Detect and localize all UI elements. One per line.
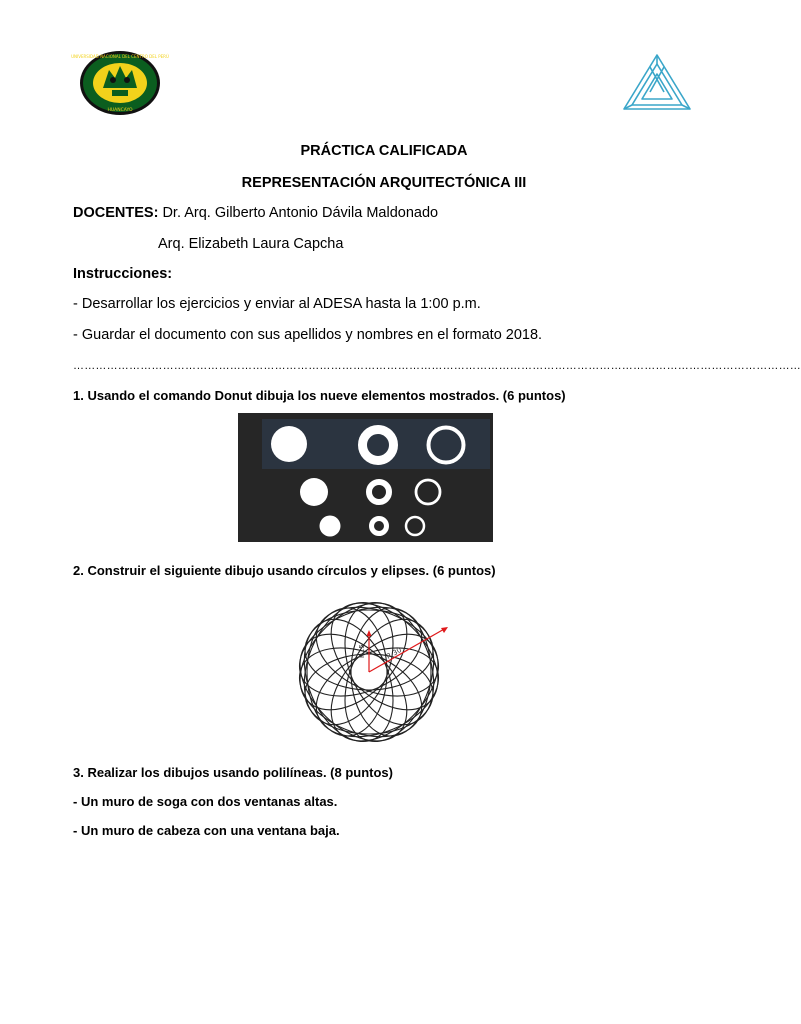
donut-solid-medium	[300, 478, 328, 506]
instruction-item-1: - Desarrollar los ejercicios y enviar al ADESA hasta la 1:00 p.m.	[73, 296, 481, 312]
docente-name-2: Arq. Elizabeth Laura Capcha	[158, 236, 344, 252]
circles-ellipses-figure	[278, 588, 460, 756]
dimension-r30-label: R 30	[385, 645, 403, 661]
construction-ellipse	[280, 583, 427, 730]
question-3: 3. Realizar los dibujos usando polilíneas. (8 puntos)	[73, 765, 393, 780]
question-2: 2. Construir el siguiente dibujo usando círculos y elipses. (6 puntos)	[73, 563, 496, 578]
document-title: PRÁCTICA CALIFICADA	[300, 143, 468, 159]
logo-top-text: UNIVERSIDAD NACIONAL DEL CENTRO DEL PERÚ	[71, 54, 169, 59]
triangle-logo-icon	[622, 52, 692, 112]
instruction-item-2: - Guardar el documento con sus apellidos y nombres en el formato 2018.	[73, 327, 543, 343]
instructions-label: Instrucciones:	[73, 266, 173, 282]
donut-figure	[238, 413, 493, 542]
university-logo	[71, 50, 169, 116]
docentes-label: DOCENTES:	[73, 205, 159, 221]
dimension-r15-label: R15	[358, 644, 366, 658]
construction-ellipse	[311, 614, 458, 761]
course-title: REPRESENTACIÓN ARQUITECTÓNICA III	[241, 175, 527, 191]
docente-name-1: Dr. Arq. Gilberto Antonio Dávila Maldonado	[162, 205, 439, 221]
logo-bottom-text: HUANCAYO	[107, 108, 133, 113]
question-3-item-2: - Un muro de cabeza con una ventana baja.	[73, 823, 340, 838]
question-1: 1. Usando el comando Donut dibuja los nueve elementos mostrados. (6 puntos)	[73, 388, 566, 403]
donut-solid-large	[271, 426, 307, 462]
construction-ellipse	[311, 583, 458, 730]
dotted-separator: ……………………………………………………………………………………………………………………………………………………………………………	[73, 360, 801, 372]
question-3-item-1: - Un muro de soga con dos ventanas altas.	[73, 794, 338, 809]
construction-ellipse	[280, 614, 427, 761]
docentes-line	[73, 205, 438, 221]
donut-solid-small	[320, 516, 341, 537]
